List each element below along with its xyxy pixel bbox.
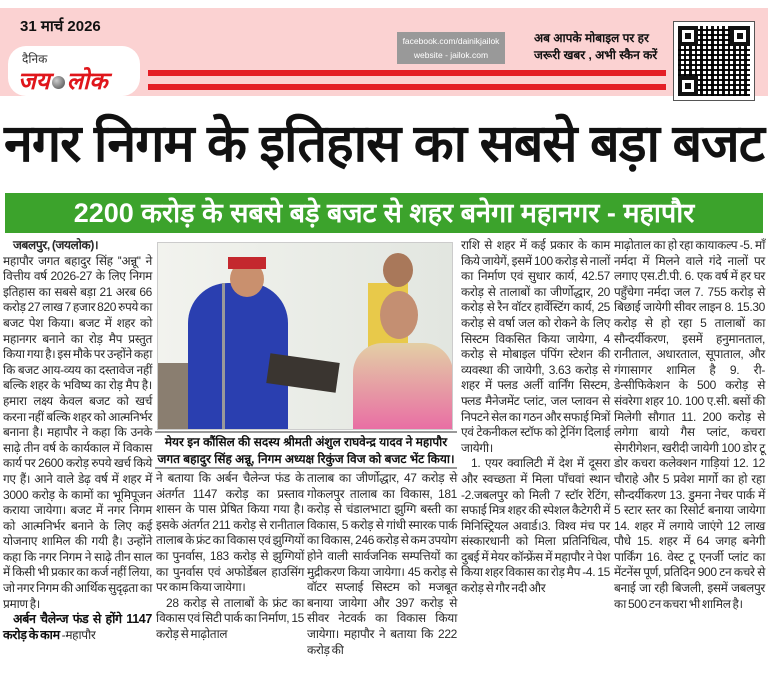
article-column-2	[156, 471, 304, 643]
newspaper-logo	[8, 46, 140, 96]
article-paragraph: 1. एयर क्वालिटी में देश में दूसरा और स्वच्छता में मिला पाँचवां स्थान -2.जबलपुर को मिली 7 स्टॉर रेटिंग, सफाई मित्र शहर की स्पेशल कैटेगरी में मिनिस्ट्रियल अवार्ड।3. विश्व मंच पर संस्कारधानी को मिला प्रतिनिधित्व, दुबई में मेयर कॉन्फ्रेंस में महापौर ने पेश किया शहर विकास का रोड़ मैप -4. 15 करोड़ से गौर नदी और	[461, 456, 610, 596]
councillor-head	[380, 291, 418, 339]
subhead-text: अर्बन चैलेन्ज फंड से होंगे 1147 करोड़ के काम	[3, 612, 152, 642]
logo-left: जय	[18, 68, 50, 95]
qr-finder	[730, 26, 750, 46]
photo-caption: मेयर इन कौंसिल की सदस्य श्रीमती अंशुल राघवेन्द्र यादव ने महापौर जगत बहादुर सिंह अन्नू, निगम अध्यक्ष रिकुंज विज को बजट भेंट किया।	[155, 431, 457, 469]
masthead	[0, 8, 768, 96]
qr-pattern	[678, 26, 750, 96]
news-photo	[157, 242, 453, 430]
logo-small-text: दैनिक	[22, 52, 48, 66]
article-column-4	[461, 238, 610, 597]
facebook-link[interactable]: facebook.com/dainikjailok	[402, 36, 500, 46]
logo-right: लोक	[66, 68, 108, 95]
divider-red-line	[148, 84, 666, 90]
microphone-stand	[222, 283, 225, 430]
person-councillor	[353, 343, 453, 430]
website-link[interactable]: website - jailok.com	[413, 50, 489, 60]
scan-promo	[534, 30, 657, 64]
dateline: जबलपुर, (जयलोक)।	[13, 238, 99, 252]
qr-finder	[678, 26, 698, 46]
article-subhead	[3, 612, 152, 643]
qr-code[interactable]	[673, 21, 755, 101]
article-column-3	[307, 471, 457, 658]
article-paragraph: माढ़ोताल का हो रहा कायाकल्प -5. माँ नर्मदा में मिलने वाले गंदे नालों पर लगाए एस.टी.पी. 6. एक वर्ष में हर घर पहुँचेगा नर्मदा जल 7. 755 करोड़ से बिछाई जायेगी सीवर लाइन 8. 15.30 करोड़ से हो रहा 5 तालाबों का सौन्दर्यीकरण, इसमें हनुमानताल, रानीताल, अधारताल, सूपाताल, और गंगासागर शामिल है 9. री-डेन्सीफिकेशन के 500 करोड़ से संवरेगा शहर 10. 100 ए.सी. बसों की मिलेगी सौगात 11. 200 करोड़ से लगेगा बायो गैस प्लांट, कचरा सेगरीगेशन, खरीदी जायेगी 100 डोर टू डोर कचरा कलेक्शन गाड़ियां 12. 12 चौराहे और 5 प्रवेश मार्गो का हो रहा सौन्दर्यीकरण 13. डुमना नेचर पार्क में 5 स्टार स्तर का रिसोर्ट बनाया जायेगा 14. शहर में लगाये जाएंगे 12 लाख पौधे 15. शहर में 64 जगह बनेगी पार्किंग 16. वेस्ट टू एनर्जी प्लांट का मेंटनेंस पूर्ण, प्रतिदिन 900 टन कचरे से बनाई जा रही बिजली, इसमें जबलपुर का 500 टन कचरा भी शामिल है।	[614, 238, 765, 611]
article-column-5	[614, 238, 765, 612]
promo-line-1: अब आपके मोबाइल पर हर	[534, 31, 649, 45]
article-paragraph: महापौर जगत बहादुर सिंह ''अन्नू'' ने वित्तीय वर्ष 2026-27 के लिए निगम इतिहास का सबसे बड़ा 21 अरब 66 करोड़ 27 लाख 7 हजार 820 रुपये का बजट पेश किया। बजट में शहर को महानगर बनाने का रोड़ मैप प्रस्तुत किया गया है। इस मौके पर उन्होंने कहा कि बजट आय-व्यय का दस्तावेज नहीं बल्कि शहर के भविष्य का रोड़ मैप है। हमारा लक्ष्य केवल बजट को खर्च करना नहीं बल्कि शहर को आत्मनिर्भर बनाना है। महापौर ने कहा कि उनके साढ़े तीन वर्ष के कार्यकाल में विकास कार्य पर 2600 करोड़ रुपये खर्च किये गए हैं। आने वाले डेढ़ वर्ष में शहर में 3000 करोड़ के कामों का भूमिपूजन कराया जायेगा। बजट में नगर निगम को आत्मनिर्भर बनाने के लिए कई योजनाए शामिल की गयी है। उन्होंने कहा कि नगर निगम ने साढ़े तीन साल में किसी भी प्रकार का कर्ज नहीं लिया, जो नगर निगम की आर्थिक सुदृढ़ता का प्रमाण है।	[3, 253, 152, 611]
article-paragraph: राशि से शहर में कई प्रकार के काम किये जायेगें, इसमें 100 करोड़ से नालों का निर्माण एवं सुधार कार्य, 42.57 करोड़ से तालाबों का जीर्णोद्धार, 20 करोड़ से रैन वॉटर हार्वेस्टिंग कार्य, 25 करोड़ से वर्षा जल को रोकने के लिए सिस्टम विकसित किया जायेगा, 4 करोड़ से मोबाइल पंपिंग स्टेशन की व्यवस्था की जायेगी, 3.63 करोड़ से शहर में फ्लड अर्ली वार्निंग सिस्टम, फ्लड मैनेजमेंट प्लांट, जल प्लावन से निपटने सेल का गठन और सफाई मित्रों एवं टेकनीकल स्टॉफ को ट्रेनिंग दिलाई जायेगी।	[461, 238, 610, 455]
issue-date: 31 मार्च 2026	[20, 18, 101, 35]
article-paragraph: 28 करोड़ से तालाबों के फ्रंट का विकास एवं सिटी पार्क का निर्माण, 15 करोड़ से माढ़ोताल	[156, 595, 304, 641]
article-paragraph: ने बताया कि अर्बन चैलेन्ज फंड के अंतर्गत 1147 करोड़ का प्रस्ताव शासन के पास प्रेषित किया गया है। इसके अंतर्गत 211 करोड़ से रानीताल तालाब के फ्रंट का विकास एवं झुग्गियों का पुनर्वास, 183 करोड़ से झुग्गियों का पुनर्वास एवं अफोर्डेबल हाउसिंग पर काम किया जायेगा।	[156, 471, 304, 595]
mayor-cap	[228, 257, 266, 269]
logo-main-text	[18, 64, 108, 97]
globe-icon	[52, 76, 65, 89]
main-headline: नगर निगम के इतिहास का सबसे बड़ा बजट	[4, 115, 764, 173]
social-links	[397, 32, 505, 64]
qr-finder	[678, 76, 698, 96]
sub-headline: 2200 करोड़ के सबसे बड़े बजट से शहर बनेगा महानगर - महापौर	[5, 193, 763, 233]
article-column-1	[3, 238, 152, 643]
promo-line-2: जरूरी खबर , अभी स्कैन करें	[534, 48, 658, 62]
subhead-tail: -महापौर	[59, 627, 96, 642]
divider-red-line	[148, 70, 666, 76]
person-head	[383, 253, 413, 287]
article-paragraph: तालाब का जीर्णोद्धार, 47 करोड़ से गोकलपुर तालाब का विकास, 181 करोड़ से चंडालभाटा झुग्गि बस्ती का विकास, 5 करोड़ से गांधी स्मारक पार्क का विकास, 246 करोड़ से कम उपयोग होने वाली सार्वजनिक सम्पत्तियों का मुद्रीकरण किया जायेगा। 45 करोड़ से वॉटर सप्लाई सिस्टम को मजबूत बनाया जायेगा और 397 करोड़ से सीवर नेटवर्क का विकास किया जायेगा। महापौर ने बताया कि 222 करोड़ की	[307, 471, 457, 657]
